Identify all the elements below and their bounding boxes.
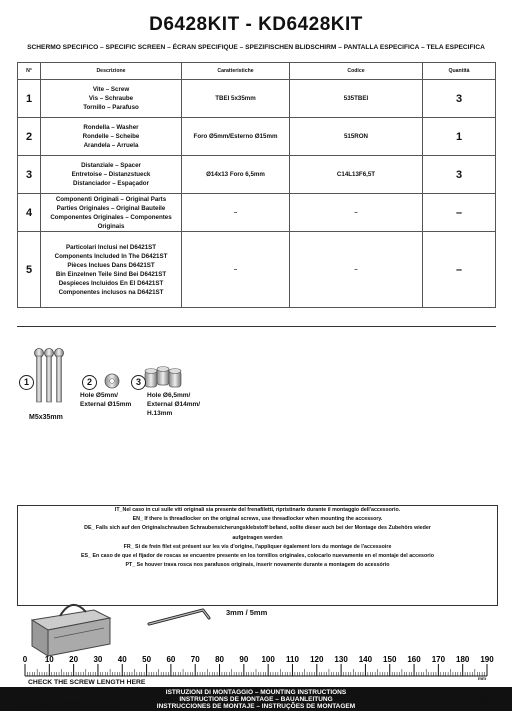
table-row bbox=[18, 232, 496, 308]
row-code: – bbox=[290, 232, 423, 308]
table-row bbox=[18, 194, 496, 232]
ruler-tick-label: 20 bbox=[69, 655, 79, 664]
row-number: 3 bbox=[18, 156, 41, 194]
ruler-tick-label: 40 bbox=[117, 655, 127, 664]
ruler-tick-label: 190 bbox=[480, 655, 494, 664]
copyright: ©Copyright 18/06/2025LF-Rev00 bbox=[17, 701, 117, 708]
allen-key-size-label: 3mm / 5mm bbox=[226, 608, 268, 617]
row-description bbox=[41, 232, 182, 308]
desc-line: Pièces Inclues Dans D6421ST bbox=[67, 261, 155, 269]
row-characteristics: Ø14x13 Foro 6,5mm bbox=[182, 156, 290, 194]
row-quantity: – bbox=[423, 194, 496, 232]
desc-line: Entretoise – Distanzstueck bbox=[71, 171, 151, 178]
ruler-unit: mm bbox=[478, 676, 487, 681]
col-header-description: Descrizione bbox=[41, 63, 182, 80]
item-3-label bbox=[147, 391, 200, 418]
row-quantity: 1 bbox=[423, 118, 496, 156]
desc-line: Arandela – Arruela bbox=[83, 142, 139, 149]
row-code: C14L13F6,5T bbox=[290, 156, 423, 194]
desc-line: Despieces Incluidos En El D6421ST bbox=[58, 279, 164, 287]
footer-line: ISTRUZIONI DI MONTAGGIO – MOUNTING INSTRUCTIONS bbox=[165, 689, 347, 696]
ruler-tick-label: 60 bbox=[166, 655, 176, 664]
document-title: D6428KIT - KD6428KIT bbox=[149, 14, 363, 35]
threadlocker-notes bbox=[17, 505, 498, 606]
table-row bbox=[18, 80, 496, 118]
note-line: IT_Nel caso in cui sulle viti originali sia presente del frenafiletti, ripristinarlo durante il montaggio dell'accessorio. bbox=[114, 507, 401, 513]
item-1-number: 1 bbox=[19, 375, 34, 390]
row-code: 515RON bbox=[290, 118, 423, 156]
spacer-icon bbox=[145, 367, 181, 388]
ruler-tick-label: 160 bbox=[407, 655, 421, 664]
ruler-tick-label: 110 bbox=[286, 655, 299, 664]
row-code: 535TBEI bbox=[290, 80, 423, 118]
label-line: Hole Ø5mm/ bbox=[80, 392, 118, 399]
item-2-label bbox=[80, 391, 131, 409]
desc-line: Particolari Inclusi nel D6421ST bbox=[65, 243, 157, 251]
desc-line: Componentes inclusos na D6421ST bbox=[58, 288, 164, 296]
document-subtitle: SCHERMO SPECIFICO – SPECIFIC SCREEN – ÉCRAN SPECIFIQUE – SPEZIFISCHEN BLIDSCHIRM – PANTALLA ESPECIFICA – TELA ESPECIFICA bbox=[27, 44, 485, 51]
screw-icon bbox=[35, 349, 64, 403]
desc-line: Rondella – Washer bbox=[83, 124, 139, 131]
note-line: ES_ En caso de que el fijador de roscas se encuentre presente en los tornillos originales, colocarlo nuevamente en el montaje del accesorio bbox=[81, 553, 434, 560]
col-header-quantity: Quantità bbox=[423, 63, 496, 80]
note-line: PT_ Se houver trava rosca nos parafusos originais, inserir novamente durante a montagem do acessório bbox=[125, 562, 390, 569]
col-header-number: N° bbox=[18, 63, 41, 80]
page-number: 1/2 bbox=[478, 697, 492, 708]
row-description bbox=[41, 156, 182, 194]
row-number: 2 bbox=[18, 118, 41, 156]
row-code: – bbox=[290, 194, 423, 232]
row-quantity: 3 bbox=[423, 80, 496, 118]
ruler-tick-label: 100 bbox=[261, 655, 275, 664]
label-line: External Ø15mm bbox=[80, 401, 132, 408]
footer-line: INSTRUCCIONES DE MONTAJE – INSTRUÇÕES DE MONTAGEM bbox=[156, 703, 356, 710]
ruler-tick-label: 180 bbox=[456, 655, 470, 664]
col-header-characteristics: Caratteristiche bbox=[182, 63, 290, 80]
desc-line: Distanziale – Spacer bbox=[81, 162, 141, 169]
note-line: EN_ If there is threadlocker on the original screws, use threadlocker when mounting the accessory. bbox=[132, 516, 383, 523]
ruler-tick-label: 120 bbox=[310, 655, 324, 664]
row-number: 4 bbox=[18, 194, 41, 232]
ruler-tick-label: 10 bbox=[44, 655, 54, 664]
ruler-tick-label: 150 bbox=[383, 655, 397, 664]
table-row bbox=[18, 118, 496, 156]
desc-line: Parties Originales – Original Bauteile bbox=[56, 204, 166, 212]
toolbox-icon bbox=[24, 592, 124, 662]
footer-line: INSTRUCTIONS DE MONTAGE – BAUANLEITUNG bbox=[179, 696, 333, 703]
row-description bbox=[41, 194, 182, 232]
note-line: FR_ Si de frein filet est présent sur les vis d'origine, l'appliquer également lors du montage de l'accessoire bbox=[123, 543, 392, 550]
ruler-tick-label: 30 bbox=[93, 655, 103, 664]
row-characteristics: Foro Ø5mm/Esterno Ø15mm bbox=[182, 118, 290, 156]
ruler-tick-label: 0 bbox=[22, 655, 28, 664]
row-description bbox=[41, 80, 182, 118]
ruler-tick-label: 70 bbox=[190, 655, 200, 664]
desc-line: Vis – Schraube bbox=[88, 95, 134, 102]
desc-line: Vite – Screw bbox=[92, 86, 130, 93]
check-screw-length-label: CHECK THE SCREW LENGTH HERE bbox=[28, 679, 146, 686]
row-characteristics: TBEI 5x35mm bbox=[182, 80, 290, 118]
row-number: 5 bbox=[18, 232, 41, 308]
ruler-tick-label: 90 bbox=[239, 655, 249, 664]
section-divider bbox=[17, 326, 496, 327]
ruler-tick-label: 140 bbox=[358, 655, 373, 664]
label-line: External Ø14mm/ bbox=[147, 401, 201, 408]
desc-line: Tornillo – Parafuso bbox=[83, 104, 139, 111]
row-number: 1 bbox=[18, 80, 41, 118]
desc-line: Distanciador – Espaçador bbox=[73, 180, 149, 187]
table-header-row bbox=[18, 63, 496, 80]
parts-table bbox=[17, 62, 496, 308]
label-line: H.13mm bbox=[147, 410, 173, 417]
col-header-code: Codice bbox=[290, 63, 423, 80]
row-description bbox=[41, 118, 182, 156]
row-quantity: 3 bbox=[423, 156, 496, 194]
item-3-number: 3 bbox=[131, 375, 146, 390]
item-1-label: M5x35mm bbox=[29, 414, 63, 421]
item-2-number: 2 bbox=[82, 375, 97, 390]
washer-icon bbox=[105, 374, 119, 388]
ruler-tick-label: 170 bbox=[431, 655, 446, 664]
note-line: DE_ Falls sich auf den Originalschrauben Schraubensicherungsklebstoff befand, sollte dieser auch bei der Montage des Zubehörs wieder bbox=[84, 525, 431, 532]
desc-line: Componentes Originales – Componentes Originais bbox=[50, 213, 172, 230]
table-row bbox=[18, 156, 496, 194]
desc-line: Components Included In The D6421ST bbox=[54, 252, 168, 260]
allen-key-icon bbox=[145, 600, 215, 630]
desc-line: Rondelle – Scheibe bbox=[82, 133, 140, 140]
desc-line: Componenti Originali – Original Parts bbox=[55, 195, 167, 203]
label-line: Hole Ø6,5mm/ bbox=[147, 392, 191, 399]
ruler-tick-label: 130 bbox=[334, 655, 348, 664]
row-characteristics: – bbox=[182, 232, 290, 308]
ruler-tick-label: 50 bbox=[142, 655, 152, 664]
note-line: aufgetragen werden bbox=[232, 534, 283, 541]
ruler-tick-label: 80 bbox=[215, 655, 224, 664]
desc-line: Bin Einzelnen Teile Sind Bei D6421ST bbox=[55, 270, 167, 278]
row-quantity: – bbox=[423, 232, 496, 308]
row-characteristics: – bbox=[182, 194, 290, 232]
